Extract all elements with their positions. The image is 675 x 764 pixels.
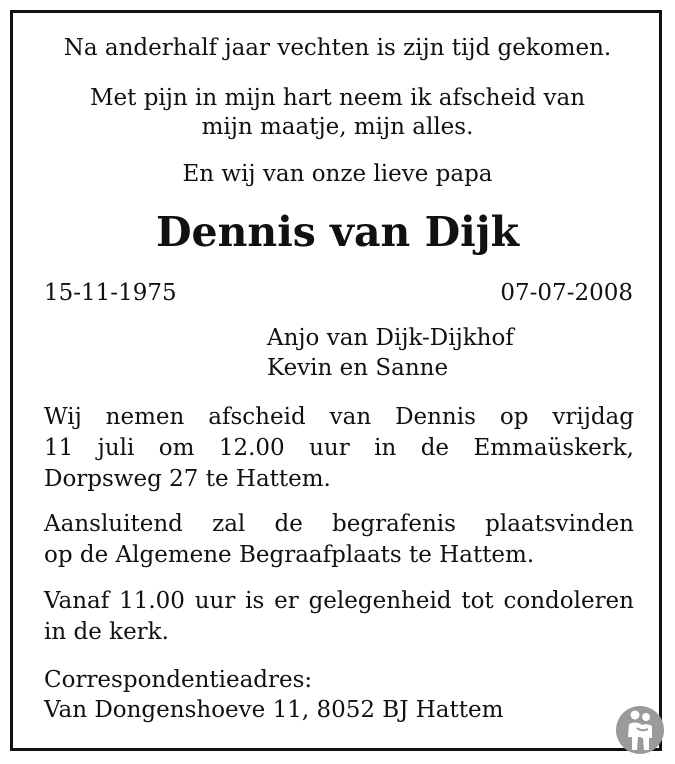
condolence-paragraph (44, 586, 634, 648)
intro-line-4: En wij van onze lieve papa (182, 161, 493, 187)
condolence-line-1: Vanaf 11.00 uur is er gelegenheid tot condoleren (44, 588, 634, 614)
family-line-1: Anjo van Dijk-Dijkhof (267, 325, 514, 351)
intro-line-3: mijn maatje, mijn alles. (201, 114, 474, 140)
service-line-2: 11 juli om 12.00 uur in de Emmaüskerk, (44, 435, 634, 461)
condolence-line-2: in de kerk. (44, 619, 169, 645)
address-label: Correspondentieadres: (44, 667, 313, 693)
service-line-1: Wij nemen afscheid van Dennis op vrijdag (44, 404, 634, 430)
family-line-2: Kevin en Sanne (267, 355, 449, 381)
burial-paragraph (44, 509, 634, 571)
burial-line-1: Aansluitend zal de begrafenis plaatsvinden (44, 511, 634, 537)
service-line-3: Dorpsweg 27 te Hattem. (44, 466, 331, 492)
birth-date: 15-11-1975 (44, 280, 177, 306)
intro-line-1: Na anderhalf jaar vechten is zijn tijd gekomen. (63, 35, 612, 61)
address-value: Van Dongenshoeve 11, 8052 BJ Hattem (44, 697, 504, 723)
intro-line-2: Met pijn in mijn hart neem ik afscheid van (89, 85, 586, 111)
service-paragraph (44, 402, 634, 495)
death-date: 07-07-2008 (500, 280, 633, 306)
burial-line-2: op de Algemene Begraafplaats te Hattem. (44, 542, 535, 568)
embracing-figures-logo-icon (615, 704, 665, 756)
deceased-name: Dennis van Dijk (155, 208, 520, 256)
